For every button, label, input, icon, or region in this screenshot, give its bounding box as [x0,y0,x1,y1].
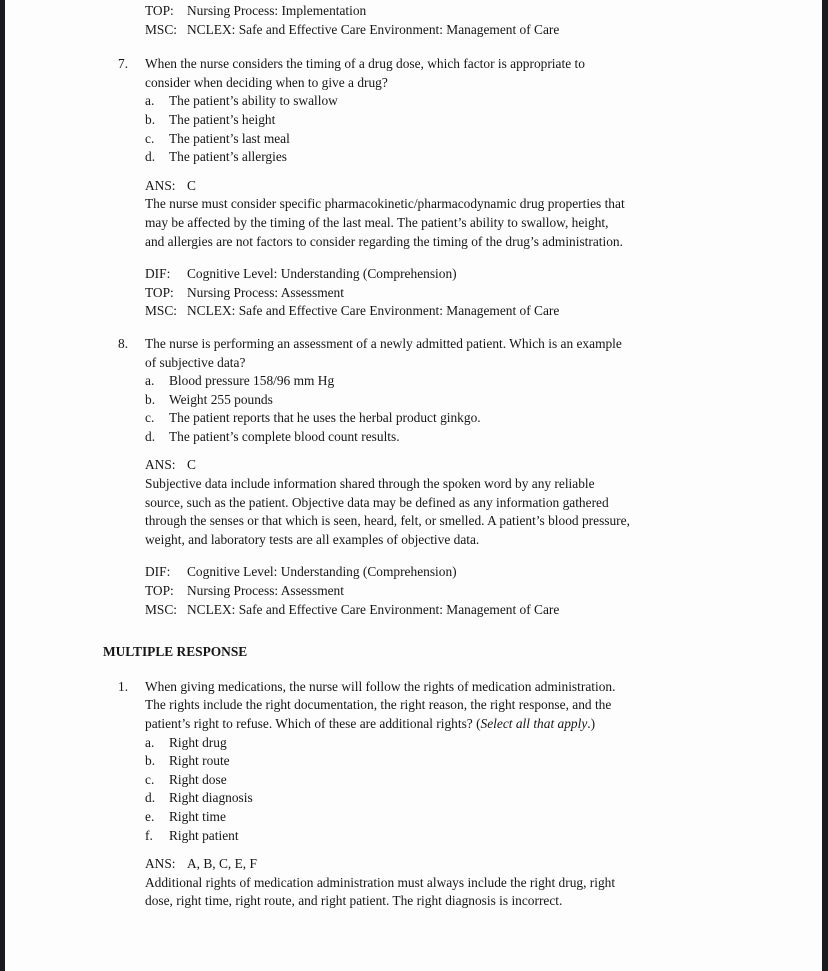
option-letter: f. [145,827,153,843]
option-letter: b. [145,111,156,127]
answer-label: ANS: [145,457,176,473]
rationale-line: through the senses or that which is seen, heard, felt, or smelled. A patient’s blood pressure, [145,513,630,529]
meta-row-top [145,284,625,303]
option-b [145,111,625,130]
rationale-line: source, such as the patient. Objective data may be defined as any information gathered [145,494,609,510]
answer-value: C [187,177,196,193]
section-heading-multiple-response: MULTIPLE RESPONSE [103,644,248,660]
option-e [145,808,615,827]
meta-label: TOP: [145,583,174,599]
option-text: Right patient [169,827,239,843]
option-letter: d. [145,428,156,444]
answer-block [145,456,630,549]
option-letter: d. [145,149,156,165]
question-body [145,678,615,911]
question-stem-line: When giving medications, the nurse will follow the rights of medication administration. [145,678,616,694]
option-b [145,391,630,410]
option-letter: a. [145,734,155,750]
option-d [145,428,630,447]
meta-label: DIF: [145,266,171,282]
options-list [145,734,615,846]
answer-block [145,855,615,911]
option-letter: b. [145,391,156,407]
meta-text: Nursing Process: Implementation [187,3,367,18]
option-text: Right diagnosis [169,790,253,806]
stem-text: .) [587,716,596,731]
meta-label: MSC: [145,303,178,319]
meta-label: TOP: [145,284,174,300]
option-text: Weight 255 pounds [169,391,273,407]
option-letter: a. [145,93,155,109]
option-text: The patient’s ability to swallow [169,93,338,109]
rationale-line: Subjective data include information shared through the spoken word by any reliable [145,476,595,492]
option-c [145,409,630,428]
rationale-line: may be affected by the timing of the last meal. The patient’s ability to swallow, height, [145,214,609,230]
option-d [145,789,615,808]
rationale-line: and allergies are not factors to consider regarding the timing of the drug’s administration. [145,233,623,249]
option-f [145,827,615,846]
option-text: Right drug [169,734,227,750]
meta-label: MSC: [145,21,178,37]
answer-label: ANS: [145,177,176,193]
meta-row-dif [145,265,625,284]
option-text: The patient’s height [169,111,276,127]
question-number: 7. [118,56,129,72]
option-text: Right route [169,753,230,769]
option-text: The patient reports that he uses the herbal product ginkgo. [169,410,481,426]
option-letter: a. [145,373,155,389]
meta-label: TOP: [145,3,174,18]
select-all-that-apply-italic: Select all that apply [480,716,588,731]
meta-row-top [145,2,828,21]
meta-row-msc [145,21,828,40]
options-list [145,372,630,446]
option-c [145,771,615,790]
question-stem-line: consider when deciding when to give a drug? [145,74,388,90]
question-stem-line: The nurse is performing an assessment of a newly admitted patient. Which is an example [145,335,622,351]
option-text: Right time [169,808,226,824]
meta-text: NCLEX: Safe and Effective Care Environment: Management of Care [187,601,560,617]
continuation-meta-block [145,2,828,39]
meta-row-top [145,582,630,601]
answer-row [145,855,615,874]
meta-label: DIF: [145,564,171,580]
options-list [145,92,625,166]
stem-text: patient’s right to refuse. Which of these are additional rights? ( [145,716,481,731]
document-page [0,2,828,911]
rationale-line: The nurse must consider specific pharmacokinetic/pharmacodynamic drug properties that [145,196,625,212]
option-a [145,92,625,111]
option-b [145,752,615,771]
answer-value: A, B, C, E, F [187,856,257,872]
question-stem-line: When the nurse considers the timing of a drug dose, which factor is appropriate to [145,56,585,72]
meta-text: Nursing Process: Assessment [187,284,344,300]
option-letter: d. [145,790,156,806]
meta-text: Cognitive Level: Understanding (Comprehension) [187,564,457,580]
rationale-line: dose, right time, right route, and right patient. The right diagnosis is incorrect. [145,893,563,909]
question-1-multiple-response [118,678,828,911]
question-7 [118,55,828,321]
answer-row [145,456,630,475]
question-meta-block [145,265,625,321]
question-stem-line: The rights include the right documentation, the right reason, the right response, and the [145,697,612,713]
rationale-line: weight, and laboratory tests are all examples of objective data. [145,531,480,547]
meta-row-msc [145,302,625,321]
meta-row-msc [145,601,630,620]
question-8 [118,335,828,619]
meta-row-dif [145,563,630,582]
option-letter: c. [145,130,155,146]
question-meta-block [145,563,630,619]
meta-text: NCLEX: Safe and Effective Care Environment: Management of Care [187,303,560,319]
question-number: 8. [118,335,129,351]
option-a [145,734,615,753]
question-stem-line: of subjective data? [145,354,246,370]
meta-label: MSC: [145,601,178,617]
meta-text: NCLEX: Safe and Effective Care Environment: Management of Care [187,21,560,37]
question-stem-line [145,715,615,734]
rationale-line: Additional rights of medication administration must always include the right drug, right [145,874,616,890]
option-c [145,130,625,149]
option-letter: c. [145,410,155,426]
meta-text: Cognitive Level: Understanding (Comprehension) [187,266,457,282]
answer-value: C [187,457,196,473]
option-text: The patient’s allergies [169,149,287,165]
option-letter: e. [145,808,155,824]
answer-label: ANS: [145,856,176,872]
question-number: 1. [118,678,129,694]
question-body [145,55,625,321]
option-letter: c. [145,771,155,787]
meta-text: Nursing Process: Assessment [187,583,344,599]
answer-row [145,177,625,196]
option-a [145,372,630,391]
question-body [145,335,630,619]
option-letter: b. [145,753,156,769]
answer-block [145,177,625,251]
option-text: The patient’s complete blood count results. [169,428,400,444]
option-text: The patient’s last meal [169,130,290,146]
option-text: Blood pressure 158/96 mm Hg [169,373,335,389]
option-text: Right dose [169,771,227,787]
option-d [145,148,625,167]
